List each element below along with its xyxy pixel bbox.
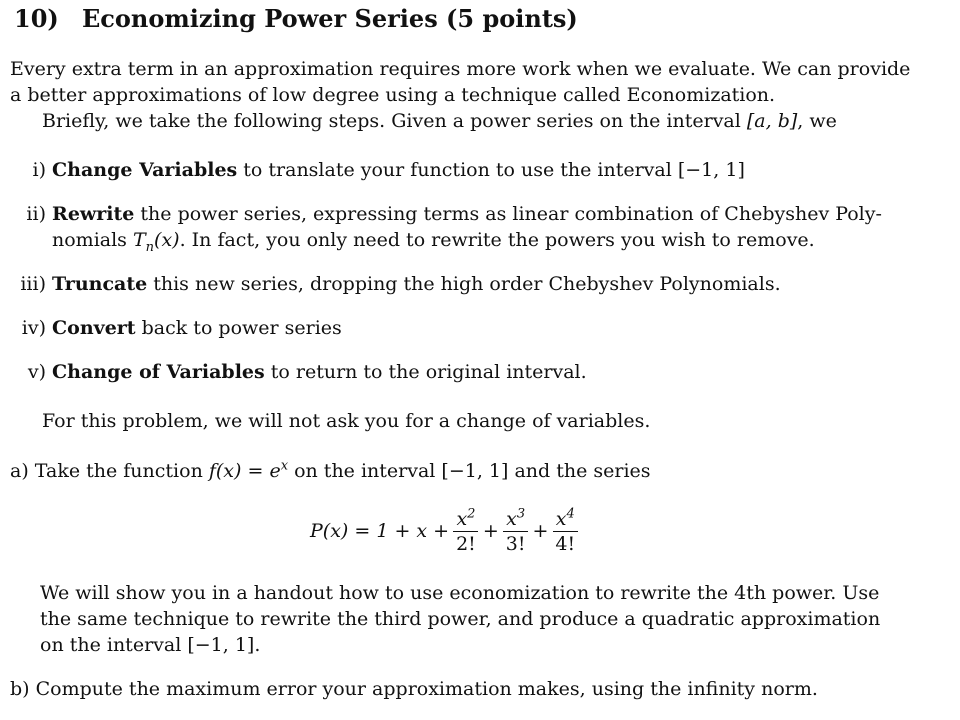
series-formula xyxy=(310,504,582,558)
step-4-text: back to power series xyxy=(141,317,342,339)
part-b-label: b) xyxy=(10,678,30,700)
term-x3: $\frac{x^3}{3!}$ xyxy=(503,507,529,556)
intro-line-3-text: Briefly, we take the following steps. Given a power series on the interval xyxy=(42,110,741,132)
step-2-text: the power series, expressing terms as linear combination of Chebyshev Poly- xyxy=(140,203,882,225)
intro-line-3-end: , we xyxy=(797,110,837,132)
part-b xyxy=(10,676,818,702)
formula-lhs: P(x) = 1 + x + xyxy=(310,520,450,542)
intro-line-2: a better approximations of low degree using a technique called Economization. xyxy=(10,84,776,106)
step-3-label: iii) xyxy=(20,273,46,295)
problem-title xyxy=(14,6,578,32)
step-2-line2-pre: nomials xyxy=(52,229,133,251)
step-1-text: to translate your function to use the interval [−1, 1] xyxy=(243,159,745,181)
step-3-keyword: Truncate xyxy=(52,273,148,295)
interval-ab: [a, b] xyxy=(746,110,798,132)
step-3-text: this new series, dropping the high order Chebyshev Polynomials. xyxy=(153,273,781,295)
step-2-label: ii) xyxy=(26,203,46,225)
part-a-follow-1: We will show you in a handout how to use economization to rewrite the 4th power. Use xyxy=(40,582,880,604)
term-x2: $\frac{x^2}{2!}$ xyxy=(453,507,479,556)
note: For this problem, we will not ask you for a change of variables. xyxy=(42,410,651,432)
part-b-text: Compute the maximum error your approximation makes, using the infinity norm. xyxy=(35,678,818,700)
part-a-follow-3: on the interval [−1, 1]. xyxy=(40,634,261,656)
part-a-text-mid: on the interval [−1, 1] and the series xyxy=(294,460,651,482)
term-x4: $\frac{x^4}{4!}$ xyxy=(552,507,578,556)
step-4 xyxy=(18,315,342,341)
step-2 xyxy=(20,201,882,227)
problem-title-text: Economizing Power Series (5 points) xyxy=(82,4,578,33)
part-a-text-pre: Take the function xyxy=(34,460,203,482)
plus-sign: + xyxy=(532,520,549,542)
part-a-label: a) xyxy=(10,460,29,482)
problem-number: 10) xyxy=(14,4,59,33)
step-3 xyxy=(18,271,781,297)
part-a xyxy=(10,458,651,484)
step-1-label: i) xyxy=(32,159,46,181)
step-4-label: iv) xyxy=(21,317,46,339)
step-2-continuation xyxy=(52,227,815,253)
step-1-keyword: Change Variables xyxy=(52,159,238,181)
step-5-label: v) xyxy=(27,361,46,383)
step-2-keyword: Rewrite xyxy=(52,203,135,225)
chebyshev-symbol: $T_n(x)$ xyxy=(132,229,180,255)
step-5-text: to return to the original interval. xyxy=(270,361,587,383)
intro-line-3 xyxy=(42,108,837,134)
intro-line-1: Every extra term in an approximation requires more work when we evaluate. We can provide xyxy=(10,58,911,80)
step-5-keyword: Change of Variables xyxy=(52,361,265,383)
step-5 xyxy=(20,359,587,385)
step-2-line2-post: . In fact, you only need to rewrite the powers you wish to remove. xyxy=(179,229,815,251)
function-definition: $f(x) = e^x$ xyxy=(208,458,289,482)
part-a-follow-2: the same technique to rewrite the third power, and produce a quadratic approximation xyxy=(40,608,881,630)
plus-sign: + xyxy=(482,520,499,542)
step-4-keyword: Convert xyxy=(52,317,136,339)
step-1 xyxy=(20,157,745,183)
